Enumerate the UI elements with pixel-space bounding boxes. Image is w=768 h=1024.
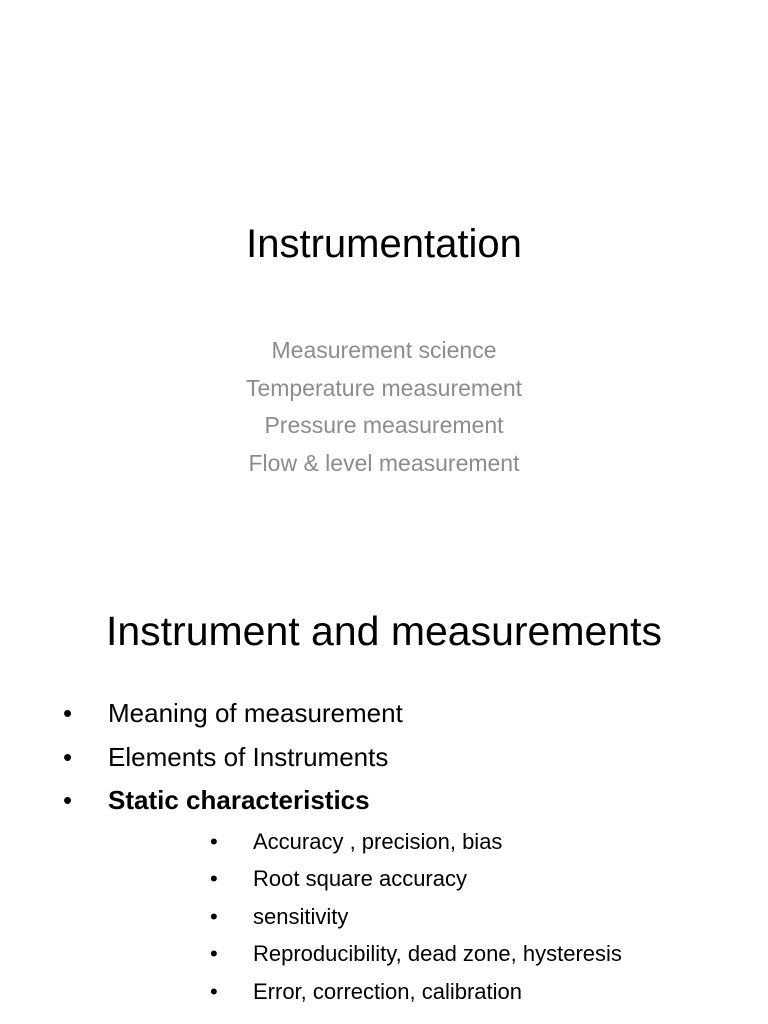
bullet-list: [0, 692, 768, 1010]
subtitle-list: [0, 332, 768, 482]
bullet-text: Elements of Instruments: [108, 741, 389, 772]
sub-bullet-item: [108, 973, 768, 1011]
slide-title-heading: Instrumentation: [246, 222, 522, 266]
bullet-icon: •: [210, 903, 218, 929]
sub-bullet-list: [108, 823, 768, 1011]
bullet-item: [0, 736, 768, 780]
bullet-icon: •: [210, 941, 218, 966]
subtitle-item: Pressure measurement: [264, 412, 504, 438]
sub-bullet-item: [108, 860, 768, 898]
subtitle-item: Flow & level measurement: [248, 449, 520, 476]
sub-bullet-text: Accuracy , precision, bias: [253, 828, 503, 854]
bullet-text: Static characteristics: [108, 785, 370, 815]
bullet-icon: •: [63, 741, 73, 772]
sub-bullet-item: [108, 898, 768, 936]
bullet-icon: •: [210, 866, 218, 891]
sub-bullet-text: sensitivity: [253, 903, 349, 929]
bullet-icon: •: [63, 785, 73, 815]
sub-bullet-item: [108, 823, 768, 861]
sub-bullet-item: [108, 935, 768, 973]
bullet-icon: •: [210, 978, 218, 1004]
sub-bullet-text: Reproducibility, dead zone, hysteresis: [253, 941, 622, 966]
bullet-icon: •: [63, 698, 73, 728]
bullet-item: [0, 692, 768, 736]
slide-heading: Instrument and measurements: [105, 608, 663, 654]
bullet-item: [0, 779, 768, 1010]
subtitle-item: Measurement science: [271, 337, 497, 363]
bullet-icon: •: [210, 828, 218, 854]
sub-bullet-text: Root square accuracy: [253, 866, 467, 891]
slide-instrument-and-measurements: [0, 576, 768, 1024]
bullet-text: Meaning of measurement: [108, 698, 403, 728]
sub-bullet-text: Error, correction, calibration: [253, 978, 522, 1004]
subtitle-item: Temperature measurement: [245, 374, 523, 401]
